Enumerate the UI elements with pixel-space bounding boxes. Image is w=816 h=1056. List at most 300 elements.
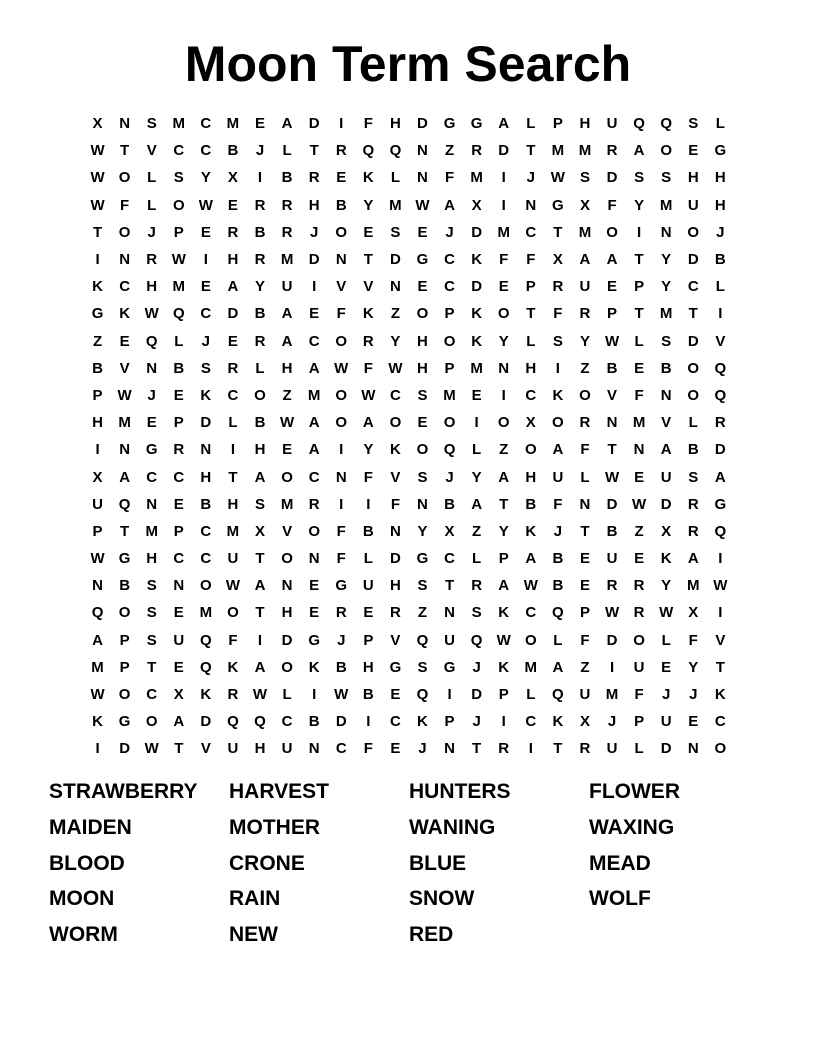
grid-letter[interactable]: Y bbox=[688, 658, 699, 676]
grid-letter[interactable]: U bbox=[281, 740, 293, 758]
grid-letter[interactable]: C bbox=[525, 223, 537, 241]
grid-letter[interactable]: R bbox=[281, 196, 293, 214]
grid-letter[interactable]: J bbox=[553, 522, 563, 540]
grid-letter[interactable]: X bbox=[661, 522, 672, 540]
grid-letter[interactable]: O bbox=[714, 740, 727, 758]
grid-letter[interactable]: N bbox=[281, 577, 293, 595]
grid-letter[interactable]: R bbox=[281, 223, 293, 241]
grid-letter[interactable]: Z bbox=[417, 604, 428, 622]
grid-letter[interactable]: H bbox=[308, 196, 320, 214]
grid-letter[interactable]: N bbox=[498, 359, 510, 377]
grid-letter[interactable]: R bbox=[606, 577, 618, 595]
grid-letter[interactable]: O bbox=[254, 386, 266, 404]
grid-letter[interactable]: C bbox=[200, 305, 212, 323]
grid-letter[interactable]: B bbox=[362, 686, 374, 704]
grid-letter[interactable]: I bbox=[95, 441, 100, 459]
grid-letter[interactable]: E bbox=[309, 604, 320, 622]
grid-letter[interactable]: C bbox=[200, 142, 212, 160]
grid-letter[interactable]: M bbox=[118, 414, 131, 432]
grid-letter[interactable]: V bbox=[715, 631, 726, 649]
grid-letter[interactable]: J bbox=[201, 332, 211, 350]
grid-letter[interactable]: I bbox=[501, 196, 506, 214]
grid-letter[interactable]: G bbox=[118, 713, 131, 731]
grid-letter[interactable]: W bbox=[604, 332, 620, 350]
grid-letter[interactable]: D bbox=[606, 495, 618, 513]
grid-letter[interactable]: M bbox=[172, 115, 186, 133]
grid-letter[interactable]: Q bbox=[660, 115, 673, 133]
grid-letter[interactable]: J bbox=[445, 468, 454, 486]
grid-letter[interactable]: W bbox=[659, 604, 674, 622]
grid-letter[interactable]: E bbox=[634, 359, 645, 377]
grid-letter[interactable]: X bbox=[92, 115, 103, 133]
grid-letter[interactable]: R bbox=[389, 604, 401, 622]
grid-letter[interactable]: O bbox=[335, 414, 348, 432]
grid-letter[interactable]: U bbox=[606, 740, 618, 758]
grid-letter[interactable]: T bbox=[147, 658, 157, 676]
grid-letter[interactable]: T bbox=[526, 305, 536, 323]
grid-letter[interactable]: B bbox=[254, 414, 266, 432]
grid-letter[interactable]: N bbox=[525, 196, 537, 214]
grid-letter[interactable]: A bbox=[254, 658, 266, 676]
grid-letter[interactable]: A bbox=[525, 550, 537, 568]
grid-letter[interactable]: D bbox=[119, 740, 131, 758]
grid-letter[interactable]: T bbox=[255, 604, 265, 622]
grid-letter[interactable]: X bbox=[471, 196, 482, 214]
grid-letter[interactable]: Y bbox=[363, 196, 374, 214]
grid-letter[interactable]: E bbox=[336, 169, 347, 187]
grid-letter[interactable]: B bbox=[660, 359, 672, 377]
grid-letter[interactable]: R bbox=[579, 305, 591, 323]
grid-letter[interactable]: W bbox=[90, 686, 105, 704]
grid-letter[interactable]: B bbox=[119, 577, 131, 595]
grid-letter[interactable]: B bbox=[335, 658, 347, 676]
grid-letter[interactable]: P bbox=[119, 658, 130, 676]
grid-letter[interactable]: W bbox=[90, 550, 105, 568]
grid-letter[interactable]: Q bbox=[552, 604, 564, 622]
grid-letter[interactable]: E bbox=[661, 658, 672, 676]
grid-letter[interactable]: N bbox=[200, 441, 212, 459]
grid-letter[interactable]: E bbox=[634, 468, 645, 486]
grid-letter[interactable]: L bbox=[363, 550, 373, 568]
grid-letter[interactable]: G bbox=[118, 550, 131, 568]
grid-letter[interactable]: S bbox=[688, 468, 699, 486]
grid-letter[interactable]: H bbox=[525, 359, 537, 377]
grid-letter[interactable]: P bbox=[634, 713, 645, 731]
grid-letter[interactable]: L bbox=[282, 142, 292, 160]
grid-letter[interactable]: W bbox=[713, 577, 728, 595]
grid-letter[interactable]: K bbox=[525, 522, 537, 540]
grid-letter[interactable]: W bbox=[604, 468, 620, 486]
grid-letter[interactable]: F bbox=[363, 115, 373, 133]
grid-letter[interactable]: Y bbox=[661, 577, 672, 595]
grid-letter[interactable]: Y bbox=[417, 522, 428, 540]
grid-letter[interactable]: S bbox=[688, 115, 699, 133]
grid-letter[interactable]: M bbox=[659, 305, 673, 323]
grid-letter[interactable]: I bbox=[718, 604, 723, 622]
grid-letter[interactable]: C bbox=[525, 713, 537, 731]
grid-letter[interactable]: C bbox=[281, 713, 293, 731]
grid-letter[interactable]: E bbox=[471, 386, 482, 404]
grid-letter[interactable]: C bbox=[173, 550, 185, 568]
grid-letter[interactable]: D bbox=[498, 142, 510, 160]
grid-letter[interactable]: D bbox=[417, 115, 428, 133]
grid-letter[interactable]: P bbox=[173, 414, 184, 432]
grid-letter[interactable]: O bbox=[335, 332, 348, 350]
grid-letter[interactable]: I bbox=[501, 713, 506, 731]
grid-letter[interactable]: O bbox=[497, 305, 510, 323]
grid-letter[interactable]: A bbox=[444, 196, 455, 214]
grid-letter[interactable]: R bbox=[146, 251, 158, 269]
grid-letter[interactable]: O bbox=[118, 686, 131, 704]
grid-letter[interactable]: F bbox=[336, 305, 346, 323]
grid-letter[interactable]: J bbox=[526, 169, 535, 187]
grid-letter[interactable]: K bbox=[227, 658, 239, 676]
grid-letter[interactable]: Q bbox=[200, 658, 212, 676]
grid-letter[interactable]: N bbox=[308, 550, 320, 568]
grid-letter[interactable]: L bbox=[147, 169, 157, 187]
grid-letter[interactable]: U bbox=[444, 631, 455, 649]
grid-letter[interactable]: U bbox=[606, 115, 618, 133]
grid-letter[interactable]: W bbox=[90, 196, 105, 214]
grid-letter[interactable]: O bbox=[281, 658, 293, 676]
grid-letter[interactable]: M bbox=[172, 278, 186, 296]
grid-letter[interactable]: L bbox=[472, 550, 482, 568]
grid-letter[interactable]: P bbox=[173, 522, 184, 540]
grid-letter[interactable]: E bbox=[282, 441, 293, 459]
grid-letter[interactable]: V bbox=[146, 142, 157, 160]
grid-letter[interactable]: N bbox=[119, 441, 131, 459]
grid-letter[interactable]: Q bbox=[362, 142, 375, 160]
grid-letter[interactable]: W bbox=[334, 686, 349, 704]
grid-letter[interactable]: I bbox=[501, 386, 506, 404]
grid-letter[interactable]: Y bbox=[661, 278, 672, 296]
grid-letter[interactable]: R bbox=[227, 359, 239, 377]
grid-letter[interactable]: I bbox=[257, 631, 263, 649]
grid-letter[interactable]: B bbox=[92, 359, 103, 377]
grid-letter[interactable]: Q bbox=[254, 713, 266, 731]
grid-letter[interactable]: F bbox=[553, 305, 563, 323]
grid-letter[interactable]: D bbox=[471, 686, 483, 704]
grid-letter[interactable]: W bbox=[252, 686, 268, 704]
grid-letter[interactable]: E bbox=[146, 414, 157, 432]
grid-letter[interactable]: L bbox=[715, 115, 725, 133]
grid-letter[interactable]: E bbox=[688, 713, 699, 731]
grid-letter[interactable]: I bbox=[312, 278, 317, 296]
grid-letter[interactable]: Y bbox=[471, 468, 482, 486]
grid-letter[interactable]: O bbox=[633, 631, 645, 649]
grid-letter[interactable]: F bbox=[390, 495, 400, 513]
grid-letter[interactable]: D bbox=[308, 251, 320, 269]
grid-letter[interactable]: C bbox=[335, 740, 347, 758]
grid-letter[interactable]: T bbox=[228, 468, 238, 486]
grid-letter[interactable]: I bbox=[718, 305, 723, 323]
grid-letter[interactable]: R bbox=[335, 604, 347, 622]
grid-letter[interactable]: G bbox=[91, 305, 104, 323]
grid-letter[interactable]: Y bbox=[498, 332, 509, 350]
grid-letter[interactable]: V bbox=[607, 386, 618, 404]
grid-letter[interactable]: Z bbox=[472, 522, 482, 540]
grid-letter[interactable]: I bbox=[718, 550, 723, 568]
grid-letter[interactable]: K bbox=[660, 550, 672, 568]
grid-letter[interactable]: G bbox=[389, 658, 402, 676]
grid-letter[interactable]: H bbox=[579, 115, 591, 133]
grid-letter[interactable]: M bbox=[524, 658, 538, 676]
grid-letter[interactable]: A bbox=[308, 359, 320, 377]
grid-letter[interactable]: C bbox=[200, 115, 212, 133]
grid-letter[interactable]: T bbox=[553, 223, 563, 241]
grid-letter[interactable]: A bbox=[714, 468, 726, 486]
grid-letter[interactable]: R bbox=[254, 251, 266, 269]
grid-letter[interactable]: I bbox=[339, 441, 344, 459]
grid-letter[interactable]: X bbox=[688, 604, 699, 622]
grid-letter[interactable]: E bbox=[417, 414, 428, 432]
grid-letter[interactable]: G bbox=[443, 658, 456, 676]
grid-letter[interactable]: B bbox=[552, 550, 564, 568]
grid-letter[interactable]: H bbox=[146, 550, 158, 568]
grid-letter[interactable]: J bbox=[309, 223, 319, 241]
grid-letter[interactable]: D bbox=[389, 251, 401, 269]
grid-letter[interactable]: M bbox=[578, 223, 592, 241]
grid-letter[interactable]: C bbox=[227, 386, 239, 404]
grid-letter[interactable]: J bbox=[418, 740, 427, 758]
grid-letter[interactable]: S bbox=[417, 658, 428, 676]
grid-letter[interactable]: Y bbox=[390, 332, 401, 350]
grid-letter[interactable]: F bbox=[553, 495, 563, 513]
grid-letter[interactable]: E bbox=[363, 604, 374, 622]
grid-letter[interactable]: U bbox=[552, 468, 564, 486]
grid-letter[interactable]: K bbox=[498, 658, 510, 676]
grid-letter[interactable]: L bbox=[688, 414, 698, 432]
grid-letter[interactable]: J bbox=[147, 223, 156, 241]
grid-letter[interactable]: E bbox=[579, 550, 590, 568]
grid-letter[interactable]: A bbox=[633, 142, 645, 160]
grid-letter[interactable]: H bbox=[417, 359, 428, 377]
grid-letter[interactable]: W bbox=[144, 740, 159, 758]
grid-letter[interactable]: N bbox=[146, 359, 158, 377]
grid-letter[interactable]: U bbox=[687, 196, 699, 214]
grid-letter[interactable]: H bbox=[146, 278, 158, 296]
grid-letter[interactable]: U bbox=[579, 278, 591, 296]
grid-letter[interactable]: J bbox=[472, 713, 481, 731]
grid-letter[interactable]: Q bbox=[416, 686, 429, 704]
grid-letter[interactable]: L bbox=[715, 278, 725, 296]
grid-letter[interactable]: T bbox=[634, 251, 644, 269]
grid-letter[interactable]: N bbox=[417, 169, 428, 187]
grid-letter[interactable]: Q bbox=[172, 305, 185, 323]
grid-letter[interactable]: Q bbox=[389, 142, 402, 160]
grid-letter[interactable]: O bbox=[227, 604, 239, 622]
grid-letter[interactable]: N bbox=[308, 740, 320, 758]
grid-letter[interactable]: I bbox=[95, 740, 100, 758]
grid-letter[interactable]: O bbox=[172, 196, 185, 214]
grid-letter[interactable]: K bbox=[200, 386, 212, 404]
grid-letter[interactable]: K bbox=[471, 251, 483, 269]
grid-letter[interactable]: F bbox=[228, 631, 238, 649]
grid-letter[interactable]: J bbox=[337, 631, 346, 649]
grid-letter[interactable]: B bbox=[281, 169, 293, 187]
grid-letter[interactable]: S bbox=[417, 468, 428, 486]
grid-letter[interactable]: B bbox=[335, 196, 347, 214]
grid-letter[interactable]: Y bbox=[200, 169, 211, 187]
grid-letter[interactable]: O bbox=[497, 414, 510, 432]
grid-letter[interactable]: N bbox=[119, 115, 131, 133]
grid-letter[interactable]: W bbox=[388, 359, 403, 377]
grid-letter[interactable]: D bbox=[308, 115, 320, 133]
grid-letter[interactable]: F bbox=[336, 522, 346, 540]
grid-letter[interactable]: C bbox=[146, 468, 158, 486]
grid-letter[interactable]: W bbox=[496, 631, 511, 649]
grid-letter[interactable]: T bbox=[526, 142, 536, 160]
grid-letter[interactable]: A bbox=[471, 495, 483, 513]
grid-letter[interactable]: T bbox=[580, 522, 590, 540]
grid-letter[interactable]: D bbox=[606, 631, 618, 649]
grid-letter[interactable]: D bbox=[660, 740, 672, 758]
grid-letter[interactable]: W bbox=[198, 196, 213, 214]
grid-letter[interactable]: N bbox=[417, 142, 428, 160]
grid-letter[interactable]: P bbox=[634, 278, 645, 296]
grid-letter[interactable]: M bbox=[687, 577, 700, 595]
grid-letter[interactable]: L bbox=[255, 359, 265, 377]
grid-letter[interactable]: D bbox=[471, 278, 483, 296]
grid-letter[interactable]: C bbox=[200, 550, 212, 568]
grid-letter[interactable]: M bbox=[91, 658, 104, 676]
grid-letter[interactable]: M bbox=[389, 196, 402, 214]
grid-letter[interactable]: W bbox=[334, 359, 349, 377]
grid-letter[interactable]: I bbox=[555, 359, 560, 377]
grid-letter[interactable]: N bbox=[92, 577, 103, 595]
grid-letter[interactable]: K bbox=[92, 713, 103, 731]
grid-letter[interactable]: L bbox=[526, 686, 536, 704]
grid-letter[interactable]: P bbox=[498, 550, 509, 568]
grid-letter[interactable]: B bbox=[552, 577, 564, 595]
grid-letter[interactable]: A bbox=[606, 251, 618, 269]
grid-letter[interactable]: H bbox=[254, 441, 266, 459]
grid-letter[interactable]: O bbox=[335, 386, 348, 404]
grid-letter[interactable]: B bbox=[200, 495, 212, 513]
grid-letter[interactable]: A bbox=[254, 577, 266, 595]
grid-letter[interactable]: B bbox=[254, 223, 266, 241]
grid-letter[interactable]: K bbox=[362, 169, 374, 187]
grid-letter[interactable]: V bbox=[390, 631, 401, 649]
grid-letter[interactable]: U bbox=[227, 550, 239, 568]
grid-letter[interactable]: U bbox=[660, 713, 672, 731]
grid-letter[interactable]: Q bbox=[633, 115, 645, 133]
grid-letter[interactable]: P bbox=[607, 305, 618, 323]
grid-letter[interactable]: I bbox=[447, 686, 452, 704]
grid-letter[interactable]: N bbox=[335, 468, 347, 486]
grid-letter[interactable]: W bbox=[280, 414, 295, 432]
grid-letter[interactable]: L bbox=[147, 196, 157, 214]
grid-letter[interactable]: M bbox=[497, 223, 510, 241]
grid-letter[interactable]: M bbox=[307, 386, 321, 404]
grid-letter[interactable]: R bbox=[714, 414, 726, 432]
grid-letter[interactable]: C bbox=[389, 386, 401, 404]
grid-letter[interactable]: V bbox=[119, 359, 130, 377]
grid-letter[interactable]: Q bbox=[118, 495, 131, 513]
grid-letter[interactable]: F bbox=[526, 251, 536, 269]
grid-letter[interactable]: W bbox=[90, 142, 105, 160]
grid-letter[interactable]: I bbox=[203, 251, 208, 269]
grid-letter[interactable]: E bbox=[200, 278, 211, 296]
grid-letter[interactable]: U bbox=[362, 577, 374, 595]
grid-letter[interactable]: E bbox=[390, 686, 401, 704]
grid-letter[interactable]: E bbox=[498, 278, 509, 296]
grid-letter[interactable]: G bbox=[335, 577, 348, 595]
grid-letter[interactable]: K bbox=[417, 713, 428, 731]
grid-letter[interactable]: R bbox=[579, 414, 591, 432]
grid-letter[interactable]: Q bbox=[714, 522, 727, 540]
grid-letter[interactable]: C bbox=[200, 522, 212, 540]
grid-letter[interactable]: W bbox=[550, 169, 565, 187]
grid-letter[interactable]: S bbox=[173, 169, 184, 187]
grid-letter[interactable]: O bbox=[687, 386, 700, 404]
grid-letter[interactable]: O bbox=[145, 713, 158, 731]
grid-letter[interactable]: L bbox=[526, 332, 536, 350]
grid-letter[interactable]: Q bbox=[443, 441, 456, 459]
grid-letter[interactable]: R bbox=[633, 604, 645, 622]
grid-letter[interactable]: Z bbox=[580, 359, 590, 377]
grid-letter[interactable]: I bbox=[528, 740, 533, 758]
grid-letter[interactable]: E bbox=[417, 223, 428, 241]
grid-letter[interactable]: C bbox=[525, 604, 537, 622]
grid-letter[interactable]: D bbox=[471, 223, 483, 241]
grid-letter[interactable]: I bbox=[366, 495, 371, 513]
grid-letter[interactable]: C bbox=[173, 468, 185, 486]
grid-letter[interactable]: C bbox=[444, 251, 455, 269]
grid-letter[interactable]: H bbox=[714, 169, 726, 187]
grid-letter[interactable]: A bbox=[308, 414, 320, 432]
grid-letter[interactable]: C bbox=[308, 468, 320, 486]
grid-letter[interactable]: L bbox=[553, 631, 563, 649]
grid-letter[interactable]: M bbox=[632, 414, 646, 432]
grid-letter[interactable]: P bbox=[92, 522, 103, 540]
grid-letter[interactable]: B bbox=[606, 522, 618, 540]
grid-letter[interactable]: M bbox=[199, 604, 213, 622]
grid-letter[interactable]: L bbox=[661, 631, 671, 649]
grid-letter[interactable]: W bbox=[225, 577, 241, 595]
grid-letter[interactable]: O bbox=[118, 223, 131, 241]
grid-letter[interactable]: M bbox=[659, 196, 673, 214]
grid-letter[interactable]: E bbox=[309, 577, 320, 595]
grid-letter[interactable]: R bbox=[173, 441, 185, 459]
grid-letter[interactable]: J bbox=[662, 686, 671, 704]
grid-letter[interactable]: F bbox=[580, 631, 590, 649]
grid-letter[interactable]: J bbox=[716, 223, 725, 241]
grid-letter[interactable]: T bbox=[444, 577, 455, 595]
grid-letter[interactable]: N bbox=[335, 251, 347, 269]
grid-letter[interactable]: P bbox=[119, 631, 130, 649]
grid-letter[interactable]: L bbox=[634, 740, 644, 758]
grid-letter[interactable]: E bbox=[390, 740, 401, 758]
grid-letter[interactable]: Q bbox=[714, 386, 727, 404]
grid-letter[interactable]: Q bbox=[91, 604, 104, 622]
grid-letter[interactable]: H bbox=[227, 495, 239, 513]
grid-letter[interactable]: C bbox=[444, 278, 455, 296]
grid-letter[interactable]: H bbox=[687, 169, 699, 187]
grid-letter[interactable]: T bbox=[715, 658, 725, 676]
grid-letter[interactable]: S bbox=[146, 631, 157, 649]
grid-letter[interactable]: U bbox=[660, 468, 672, 486]
grid-letter[interactable]: N bbox=[389, 522, 401, 540]
grid-letter[interactable]: V bbox=[200, 740, 211, 758]
grid-letter[interactable]: P bbox=[444, 359, 455, 377]
grid-letter[interactable]: S bbox=[390, 223, 401, 241]
grid-letter[interactable]: P bbox=[444, 713, 455, 731]
grid-letter[interactable]: F bbox=[607, 196, 617, 214]
grid-letter[interactable]: M bbox=[226, 522, 240, 540]
grid-letter[interactable]: Q bbox=[416, 631, 429, 649]
grid-letter[interactable]: E bbox=[363, 223, 374, 241]
